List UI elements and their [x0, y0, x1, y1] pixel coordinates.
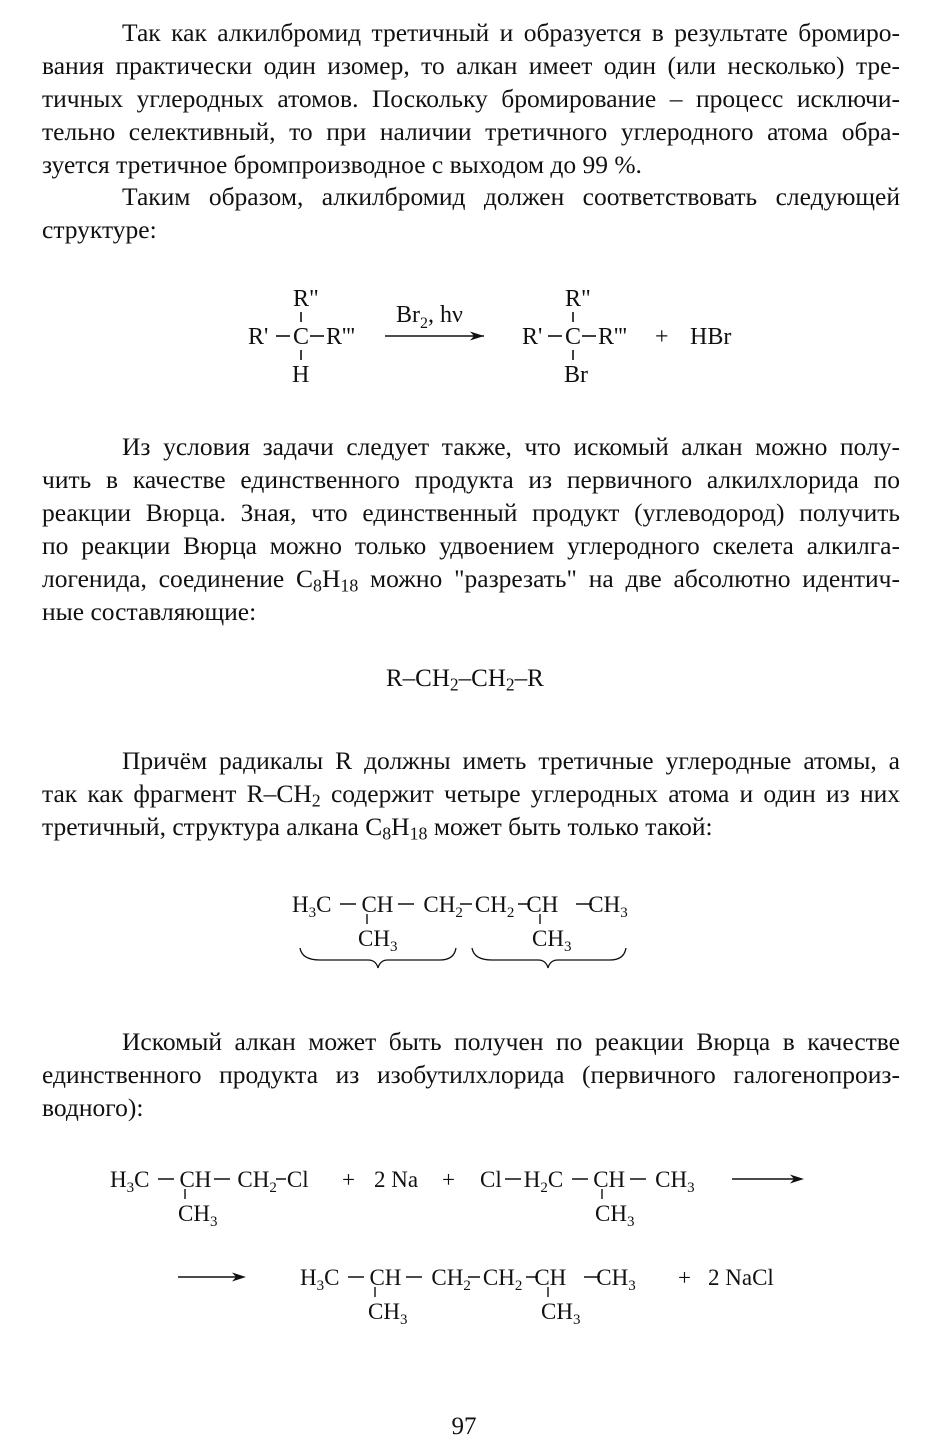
reactant-right-substituent: R''' — [326, 324, 355, 350]
text-line: тичных углеродных атомов. Поскольку бромирование – процесс исключи- — [42, 84, 900, 113]
alkane-structure-scheme — [280, 880, 660, 975]
reaction-conditions: $Br_2$, hν — [396, 302, 463, 332]
text-line: по реакции Вюрца можно только удвоением углеродного скелета алкилга- — [42, 531, 900, 560]
text-line: зуется третичное бромпроизводное с выходом до 99 %. — [42, 150, 642, 179]
plus-sign: + — [442, 1167, 455, 1192]
text-line: структуре: — [42, 215, 157, 244]
reactant-top-substituent: R" — [293, 286, 319, 312]
product-alkane: $H_3C$ CH $CH_2$ $CH_2$ CH $CH_3$ — [300, 1265, 636, 1294]
paragraph-3 — [42, 430, 900, 628]
dimer-formula: $R-CH_2-CH_2-R$ — [386, 665, 544, 695]
text-line: Искомый алкан может быть получен по реакции Вюрца в качестве — [122, 1027, 900, 1056]
plus-sign: + — [655, 324, 669, 350]
reactant-bottom-substituent: H — [292, 362, 310, 388]
text-line: Причём радикалы R должны иметь третичные углеродные атомы, а — [122, 746, 900, 775]
paragraph-4 — [42, 744, 900, 843]
branch-methyl-right: $CH_3$ — [532, 926, 572, 955]
reactant-left-substituent: R' — [248, 324, 269, 350]
wurtz-reaction-scheme — [100, 1155, 820, 1345]
product-central-carbon: C — [565, 324, 582, 350]
brace-right — [472, 948, 626, 968]
branch-methyl: $CH_3$ — [178, 1201, 218, 1230]
byproduct-hbr: HBr — [690, 324, 732, 350]
product-bottom-substituent: Br — [564, 362, 588, 388]
text-line: тельно селективный, то при наличии третичного углеродного атома обра- — [42, 117, 900, 146]
product-top-substituent: R" — [565, 286, 591, 312]
product-right-substituent: R''' — [598, 324, 627, 350]
text-line: третичный, структура алкана $C_8H_{18}$ может быть только такой: — [42, 812, 713, 844]
text-line: Из условия задачи следует также, что искомый алкан можно полу- — [122, 432, 900, 461]
bromination-scheme — [230, 280, 750, 392]
text-line: реакции Вюрца. Зная, что единственный продукт (углеводород) получить — [42, 498, 900, 527]
branch-methyl: $CH_3$ — [541, 1299, 581, 1328]
sodium-reagent: 2 Na — [374, 1167, 419, 1192]
plus-sign: + — [342, 1167, 355, 1192]
text-line: логенида, соединение $C_8H_{18}$ можно "разрезать" на две абсолютно идентич- — [42, 564, 900, 596]
product-left-substituent: R' — [522, 324, 543, 350]
branch-methyl: $CH_3$ — [595, 1201, 635, 1230]
text-line: чить в качестве единственного продукта из первичного алкилхлорида по — [42, 465, 900, 494]
plus-sign: + — [678, 1265, 691, 1290]
text-line: вания практически один изомер, то алкан имеет один (или несколько) тре- — [42, 51, 900, 80]
structure-main-chain: $H_3C$ CH $CH_2$ $CH_2$ CH $CH_3$ — [292, 892, 628, 921]
paragraph-2 — [42, 180, 900, 246]
sodium-chloride-product: 2 NaCl — [708, 1265, 774, 1290]
text-line: единственного продукта из изобутилхлорида (первичного галогенопроиз- — [42, 1060, 900, 1089]
brace-left — [300, 948, 456, 968]
text-line: Таким образом, алкилбромид должен соответствовать следующей — [122, 182, 900, 211]
branch-methyl: $CH_3$ — [368, 1299, 408, 1328]
text-line: Так как алкилбромид третичный и образуется в результате бромиро- — [122, 18, 900, 47]
reactant-central-carbon: C — [293, 324, 310, 350]
text-line: водного): — [42, 1093, 144, 1122]
page-number: 97 — [451, 1413, 477, 1440]
paragraph-1 — [42, 16, 900, 181]
text-line: ные составляющие: — [42, 597, 257, 626]
paragraph-5 — [42, 1025, 900, 1124]
text-line: так как фрагмент $R-CH_2$ содержит четыре углеродных атома и один из них — [42, 779, 900, 811]
isobutyl-chloride-2: Cl $H_2C$ CH $CH_3$ — [480, 1167, 695, 1196]
branch-methyl-left: $CH_3$ — [358, 926, 398, 955]
isobutyl-chloride-1: $H_3C$ CH $CH_2$ Cl — [110, 1167, 309, 1196]
